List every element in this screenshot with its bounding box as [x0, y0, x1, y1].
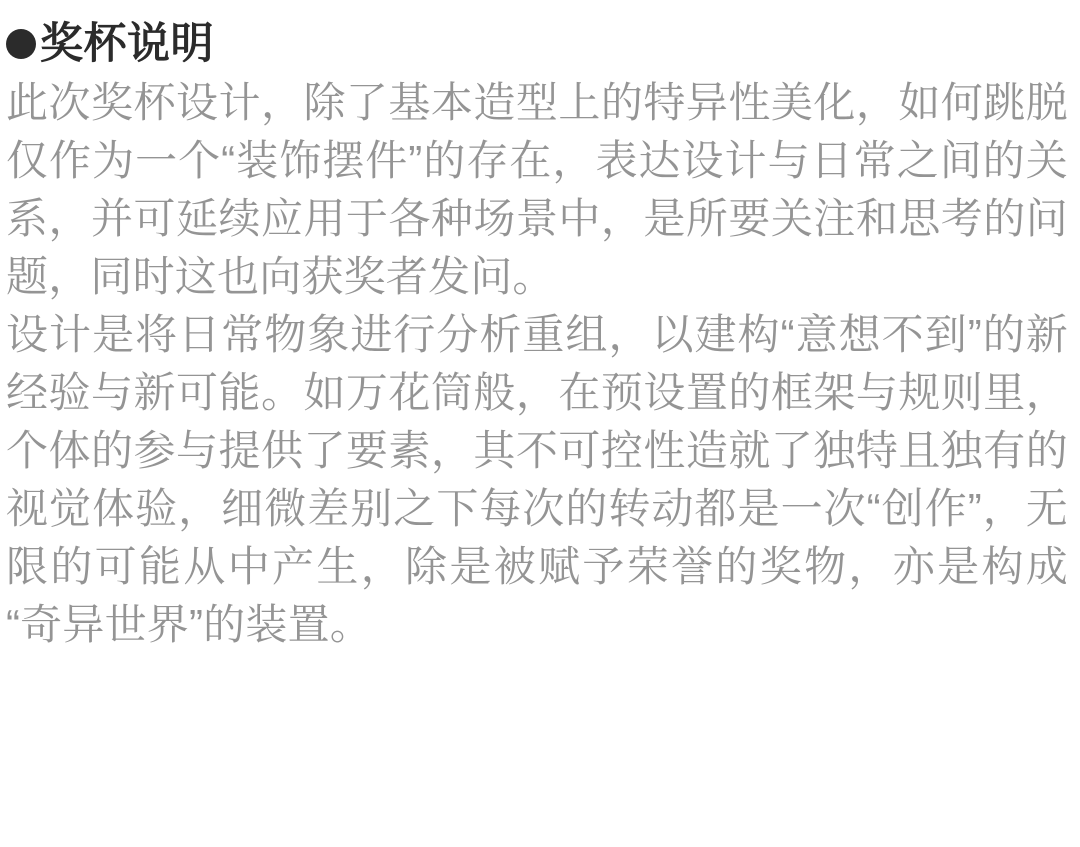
- paragraph: 设计是将日常物象进行分析重组，以建构“意想不到”的新经验与新可能。如万花筒般，在预设置的框架与规则里，个体的参与提供了要素，其不可控性造就了独特且独有的视觉体验，细微差别之下每次的转动都是一次“创作”，无限的可能从中产生，除是被赋予荣誉的奖物，亦是构成“奇异世界”的装置。: [6, 311, 1068, 649]
- page-title-text: 奖杯说明: [40, 20, 214, 68]
- body-text: [6, 74, 1068, 654]
- bullet-dot-icon: [6, 29, 36, 59]
- paragraph: 此次奖杯设计，除了基本造型上的特异性美化，如何跳脱仅作为一个“装饰摆件”的存在，表达设计与日常之间的关系，并可延续应用于各种场景中，是所要关注和思考的问题，同时这也向获奖者发问。: [6, 79, 1068, 301]
- page-title: [6, 18, 1068, 70]
